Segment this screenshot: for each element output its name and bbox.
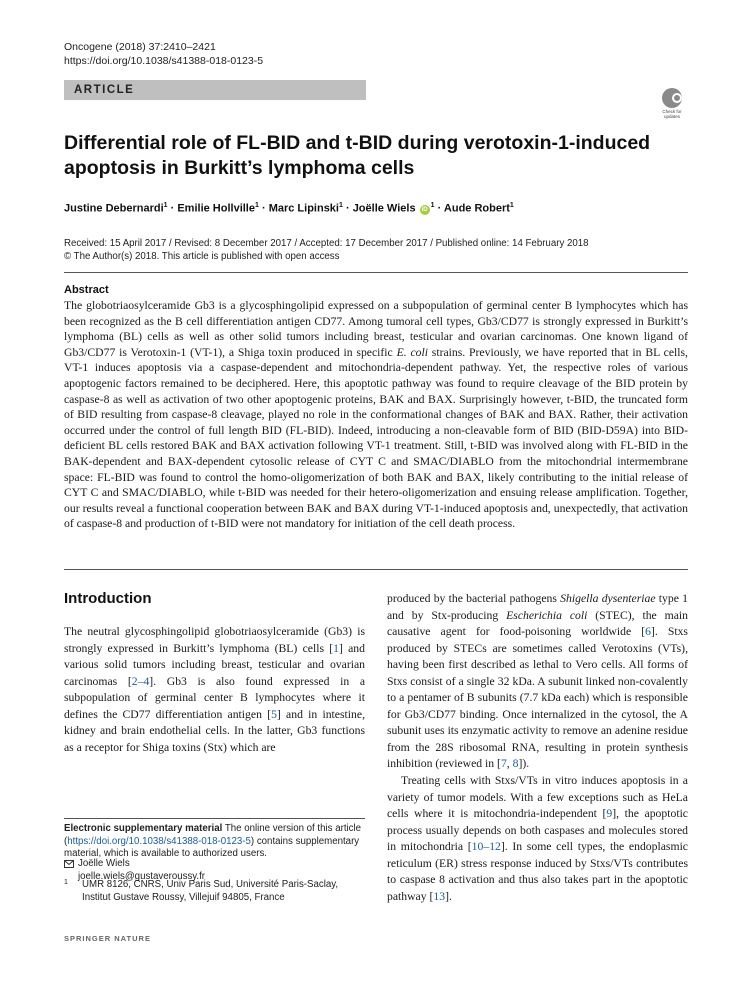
badge-text: Check for updates <box>662 109 682 119</box>
publication-dates: Received: 15 April 2017 / Revised: 8 December 2017 / Accepted: 17 December 2017 / Published online: 14 February 2018 © The Author(s) 2018. This article is published with open access <box>64 238 589 262</box>
abstract-heading: Abstract <box>64 284 109 296</box>
author-name: Emilie Hollville <box>177 202 255 215</box>
envelope-icon <box>64 860 74 868</box>
citation-link[interactable]: 1 <box>333 641 339 655</box>
citation-link[interactable]: 6 <box>645 625 651 639</box>
article-title: Differential role of FL-BID and t-BID during verotoxin-1-induced apoptosis in Burkitt’s lymphoma cells <box>64 132 651 179</box>
citation-link[interactable]: 13 <box>433 889 446 903</box>
abstract-text: The globotriaosylceramide Gb3 is a glycosphingolipid expressed on a subpopulation of germinal center B lymphocytes which has been recognized as the B cell differentiation antigen CD77. Among tumoral cell types, Gb3/CD77 is strongly expressed in Burkitt’s lymphoma (BL) cells as well as other solid tumors including breast, testicular and ovarian carcinomas. One known ligand of Gb3/CD77 is Verotoxin-1 (VT-1), a Shiga toxin produced in specific E. coli strains. Previously, we have reported that in BL cells, VT-1 induces apoptosis via a caspase-dependent and mitochondria-dependent pathway. Yet, the respective roles of various apoptogenic factors remained to be deciphered. Here, this apoptotic pathway was found to require cleavage of the BID protein by caspase-8 as well as activation of two other apoptogenic proteins, BAK and BAX. Surprisingly however, t-BID, the truncated form of BID resulting from caspase-8 cleavage, played no role in the conformational changes of BAK and BAX. Rather, their activation occurred under the control of full length BID (FL-BID). Indeed, introducing a non-cleavable form of BID (BID-D59A) into BID-deficient BL cells restored BAK and BAX activation following VT-1 treatment. Still, t-BID was involved along with FL-BID in the BAK-dependent and BAX-dependent cytosolic release of CYT C and SMAC/DIABLO from the mitochondrial intermembrane space: FL-BID was found to control the homo-oligomerization of both BAK and BAX, likely contributing to the initial release of CYT C and SMAC/DIABLO, while t-BID was needed for their hetero-oligomerization and ensuing release amplification. Together, our results reveal a functional cooperation between BAK and BAX during VT-1-induced apoptosis and, unexpectedly, that activation of caspase-8 and production of t-BID were not mandatory for initiation of the cell death process. <box>64 299 688 531</box>
affiliation <box>64 876 365 901</box>
citation-link[interactable]: 2–4 <box>131 674 150 688</box>
doi-link[interactable]: https://doi.org/10.1038/s41388-018-0123-5 <box>64 55 264 67</box>
introduction-heading: Introduction <box>64 590 152 607</box>
intro-column-right: produced by the bacterial pathogens Shigella dysenteriae type 1 and by Stx-producing Escherichia coli (STEC), the main causative agent for food-poisoning worldwide [6]. Stxs produced by STECs are sometimes called Verotoxins (VTs), having been first described as lethal to Vero cells. All forms of Stxs consist of a single 32 kDa. A subunit linked non-covalently to a pentamer of B subunits (7.7 kDa each) which is responsible for Gb3/CD77 binding. Once internalized in the cytosol, the A subunit uses its enzymatic activity to remove an adenine residue from the 28S ribosomal RNA, resulting in protein synthesis inhibition (reviewed in [7, 8]). Treating cells with Stxs/VTs in vitro induces apoptosis in a variety of tumor models. With a few exceptions such as HeLa cells where it is mitochondria-independent [9], the apoptotic process usually depends on both caspases and molecules stored in mitochondria [10–12]. In some cell types, the endoplasmic reticulum (ER) stress response induced by Stxs/VTs contributes to caspase 8 activation and thus also takes part in the apoptotic pathway [13]. <box>387 592 688 903</box>
author-name: Justine Debernardi <box>64 202 164 215</box>
contact-name: Joëlle Wiels <box>78 858 130 869</box>
supplementary-link[interactable]: https://doi.org/10.1038/s41388-018-0123-5 <box>67 835 251 847</box>
citation-link[interactable]: 10–12 <box>471 840 501 854</box>
section-label: ARTICLE <box>74 84 135 96</box>
author-separator: · <box>437 202 442 215</box>
journal-header <box>64 40 263 68</box>
author-name: Marc Lipinski <box>268 202 339 215</box>
journal-citation: Oncogene (2018) 37:2410–2421 <box>64 41 216 53</box>
supplementary-note: Electronic supplementary material The online version of this article (https://doi.org/10.1038/s41388-018-0123-5) contains supplementary material, which is available to authorized users. <box>64 823 362 859</box>
author-name: Joëlle Wiels <box>352 202 416 215</box>
publisher-logo: SPRINGER NATURE <box>64 934 151 943</box>
intro-column-left: The neutral glycosphingolipid globotriaosylceramide (Gb3) is strongly expressed in Burkitt’s lymphoma (BL) cells [1] and various solid tumors including breast, testicular and ovarian carcinomas [2–4]. Gb3 is also found expressed in a subpopulation of germinal center B lymphocytes where it defines the CD77 differentiation antigen [5] and in intestine, kidney and brain endothelial cells. In the latter, Gb3 functions as a receptor for Shiga toxins (Stx) which are <box>64 625 366 754</box>
citation-link[interactable]: 7 <box>500 757 507 771</box>
author-separator: · <box>345 202 350 215</box>
author-name: Aude Robert <box>443 202 510 215</box>
author-list: Justine Debernardi$^1$ · Emilie Hollville$^1$ · Marc Lipinski$^1$ · Joëlle Wiels $iD^1$ · Aude Robert$^1$ <box>64 202 514 215</box>
contact-email[interactable]: joelle.wiels@gustaveroussy.fr <box>78 870 206 882</box>
citation-link[interactable]: 9 <box>606 807 613 821</box>
divider <box>64 272 688 273</box>
author-separator: · <box>261 202 266 215</box>
orcid-icon[interactable]: iD <box>421 206 428 213</box>
corresponding-author <box>64 841 365 882</box>
affiliation-number: 1 <box>64 879 68 886</box>
check-for-updates-badge[interactable] <box>657 88 687 122</box>
author-separator: · <box>170 202 175 215</box>
refresh-icon <box>662 88 682 108</box>
footnote-divider <box>64 818 365 819</box>
citation-link[interactable]: 5 <box>271 707 277 721</box>
citation-link[interactable]: 8 <box>512 757 519 771</box>
divider <box>64 569 688 570</box>
affiliation-text: UMR 8126, CNRS, Univ Paris Sud, Université Paris-Saclay, Institut Gustave Roussy, Villejuif 94805, France <box>82 879 339 903</box>
